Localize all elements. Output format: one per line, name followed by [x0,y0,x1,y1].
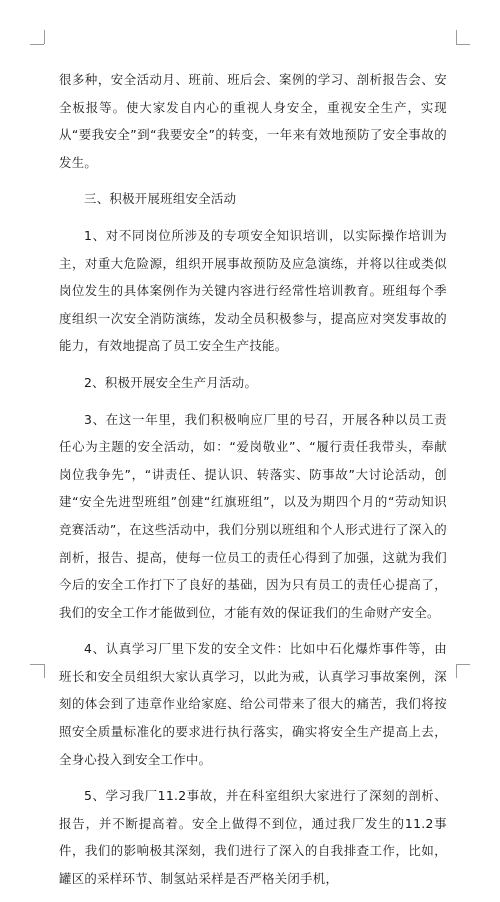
crop-mark-top-right-h [456,44,470,45]
crop-mark-top-left-h [30,44,44,45]
document-body [59,66,447,902]
paragraph-item-3: 3、在这一年里，我们积极响应厂里的号召，开展各种以员工责任心为主题的安全活动，如：“爱岗敬业”、“履行责任我带头，奉献岗位我争先”，“讲责任、提认识、转落实、防事故”大讨论活动，创建“安全先进型班组”创建“红旗班组”，以及为期四个月的“劳动知识竞赛活动”，在这些活动中，我们分别以班组和个人形式进行了深入的剖析，报告、提高，使每一位员工的责任心得到了加强，这就为我们今后的安全工作打下了良好的基础，因为只有员工的责任心提高了，我们的安全工作才能做到位，才能有效的保证我们的生命财产安全。 [59,411,447,620]
paragraph-item-1: 1、对不同岗位所涉及的专项安全知识培训，以实际操作培训为主，对重大危险源，组织开展事故预防及应急演练，并将以往或类似岗位发生的具体案例作为关键内容进行经常性培训教育。班组每个季度组织一次安全消防演练，发动全员积极参与，提高应对突发事故的能力，有效地提高了员工安全生产技能。 [59,227,447,354]
paragraph-item-2: 2、积极开展安全生产月活动。 [84,374,258,390]
paragraph-continued: 很多种，安全活动月、班前、班后会、案例的学习、剖析报告会、安全板报等。使大家发自内心的重视人身安全，重视安全生产，实现从“要我安全”到“我要安全”的转变，一年来有效地预防了安全事故的发生。 [59,72,447,170]
section-heading: 三、积极开展班组安全活动 [84,191,237,207]
paragraph-item-4: 4、认真学习厂里下发的安全文件：比如中石化爆炸事件等，由班长和安全员组织大家认真学习，以此为戒，认真学习事故案例，深刻的体会到了违章作业给家庭、给公司带来了很大的痛苦，我们将按照安全质量标准化的要求进行执行落实，确实将安全生产提高上去，全身心投入到安全工作中。 [59,641,447,767]
crop-mark-top-left-v [44,30,45,44]
crop-mark-bottom-right-h [456,664,470,665]
paragraph-item-5: 5、学习我厂11.2事故，并在科室组织大家进行了深刻的剖析、报告，并不断提高着。安全上做得不到位，通过我厂发生的11.2事件，我们的影响极其深刻，我们进行了深入的自我排查工作，比如，罐区的采样环节、制氢站采样是否严格关闭手机， [59,788,447,887]
crop-mark-top-right-v [456,30,457,44]
crop-mark-bottom-left-v [44,664,45,678]
crop-mark-bottom-left-h [30,664,44,665]
crop-mark-bottom-right-v [456,664,457,678]
